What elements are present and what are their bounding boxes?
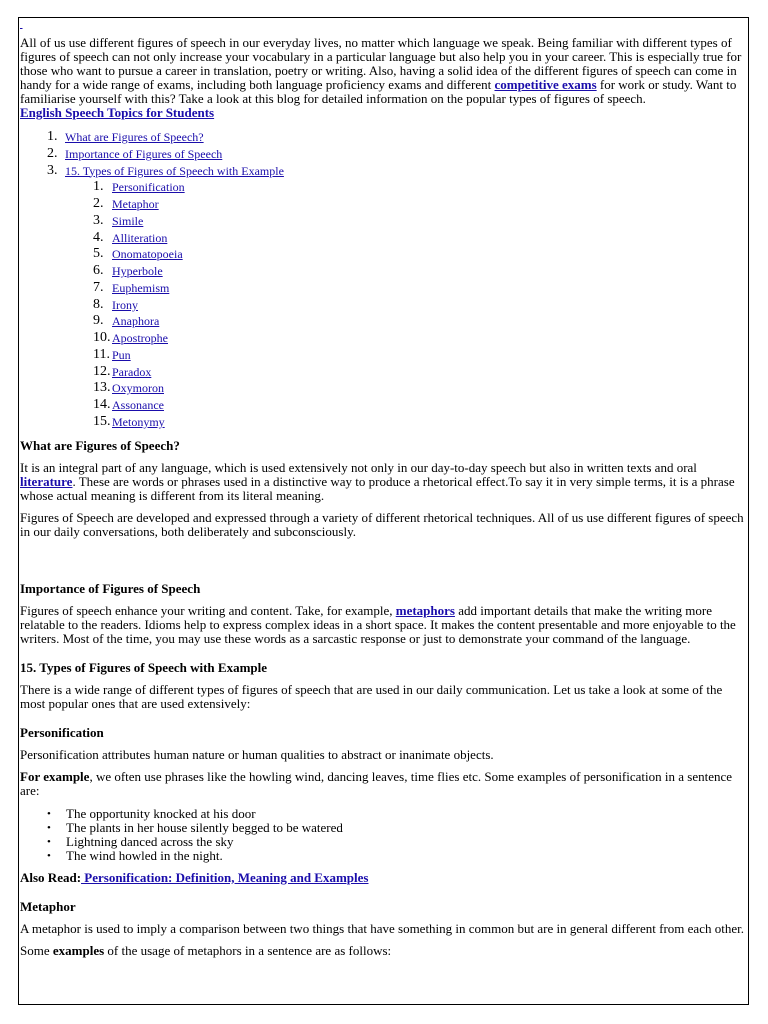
personification-example-intro: For example, we often use phrases like the howling wind, dancing leaves, time flies etc. Some examples of personification in a sentence are: (20, 768, 733, 798)
toc-sub-link[interactable]: Apostrophe (112, 331, 168, 346)
personification-definition: Personification attributes human nature or human qualities to abstract or inanimate objects. (20, 746, 494, 762)
intro-paragraph (20, 36, 748, 106)
toc-sub-link[interactable]: Oxymoron (112, 381, 164, 396)
speech-topics-link[interactable]: English Speech Topics for Students (20, 105, 215, 120)
toc-sub-link[interactable]: Onomatopoeia (112, 247, 183, 262)
what-paragraph-1: It is an integral part of any language, which is used extensively not only in our day-to-day speech but also in written texts and oral literature. These are words or phrases used in a distinctive way to produce a rhetorical effect.To say it in very simple terms, it is a phrase whose actual meaning is different from its literal meaning. (20, 459, 735, 503)
what-paragraph-2: Figures of Speech are developed and expressed through a variety of different rhetorical techniques. All of us use different figures of speech in our daily conversations, both deliberately and subconsciously. (20, 509, 744, 539)
anchor-link[interactable] (20, 18, 748, 36)
list-item: • Lightning danced across the sky (66, 835, 748, 849)
list-item: • The opportunity knocked at his door (66, 807, 748, 821)
intro-text-1: All of us use different figures of speech in our everyday lives, no matter which language we speak. Being familiar with different types of figures of speech can not only increase your vocabulary in a particular language but also help you in your career. This is especially true for those who want to pursue a career in translation, poetry or writing. Also, having a solid idea of the different figures of speech can come in handy for a wide range of exams, including both language proficiency exams and different (20, 35, 742, 92)
toc-sub-link[interactable]: Hyperbole (112, 264, 163, 279)
table-of-contents (20, 129, 748, 431)
metaphor-definition: A metaphor is used to imply a comparison between two things that have something in common but are in general different from each other. (20, 920, 744, 936)
what-heading: What are Figures of Speech? (20, 437, 180, 453)
competitive-exams-link[interactable]: competitive exams (494, 77, 597, 92)
toc-sub-link[interactable]: Irony (112, 297, 138, 312)
toc-sub-link[interactable]: Personification (112, 180, 185, 195)
toc-sub-link[interactable]: Paradox (112, 364, 152, 379)
toc-sub-link[interactable]: Assonance (112, 398, 164, 413)
toc-sub-link[interactable]: Anaphora (112, 314, 160, 329)
list-item: • The plants in her house silently begged to be watered (66, 821, 748, 835)
personification-article-link[interactable]: Personification: Definition, Meaning and Examples (81, 869, 369, 885)
list-item: • The wind howled in the night. (66, 849, 748, 863)
toc-sub-list (65, 179, 748, 430)
personification-examples (20, 807, 748, 863)
toc-sub-link[interactable]: Alliteration (112, 230, 168, 245)
toc-item (65, 163, 748, 431)
also-read: Also Read: Personification: Definition, Meaning and Examples (20, 869, 369, 885)
toc-link-what[interactable]: What are Figures of Speech? (65, 130, 204, 144)
importance-paragraph: Figures of speech enhance your writing and content. Take, for example, metaphors add important details that make the writing more relatable to the readers. Idioms help to express complex ideas in a short space. It makes the content presentable and more enjoyable to the writers. Most of the time, you may use these words as a sarcastic response or just to demonstrate your command of the language. (20, 602, 736, 646)
importance-heading: Importance of Figures of Speech (20, 580, 201, 596)
metaphor-heading: Metaphor (20, 898, 76, 914)
types-heading: 15. Types of Figures of Speech with Example (20, 659, 268, 675)
toc-sub-link[interactable]: Metaphor (112, 197, 159, 212)
document-page (18, 17, 749, 1005)
toc-sub-link[interactable]: Pun (112, 347, 131, 362)
metaphors-link[interactable]: metaphors (395, 602, 455, 618)
toc-item (65, 129, 748, 146)
intro-text-2: for work or study. Want to familiarise yourself with this? Take a look at this blog for detailed information on the popular types of figures of speech. (20, 77, 737, 106)
literature-link[interactable]: literature (20, 473, 73, 489)
toc-sub-link[interactable]: Simile (112, 213, 144, 228)
toc-sub-link[interactable]: Metonymy (112, 414, 165, 429)
personification-heading: Personification (20, 724, 104, 740)
toc-link-types[interactable]: 15. Types of Figures of Speech with Example (65, 163, 284, 178)
toc-link-importance[interactable]: Importance of Figures of Speech (65, 146, 223, 161)
toc-item (65, 146, 748, 163)
types-paragraph: There is a wide range of different types of figures of speech that are used in our daily communication. Let us take a look at some of the most popular ones that are used extensively: (20, 681, 723, 711)
toc-sub-link[interactable]: Euphemism (112, 280, 170, 295)
metaphor-example-intro: Some examples of the usage of metaphors in a sentence are as follows: (20, 942, 392, 958)
